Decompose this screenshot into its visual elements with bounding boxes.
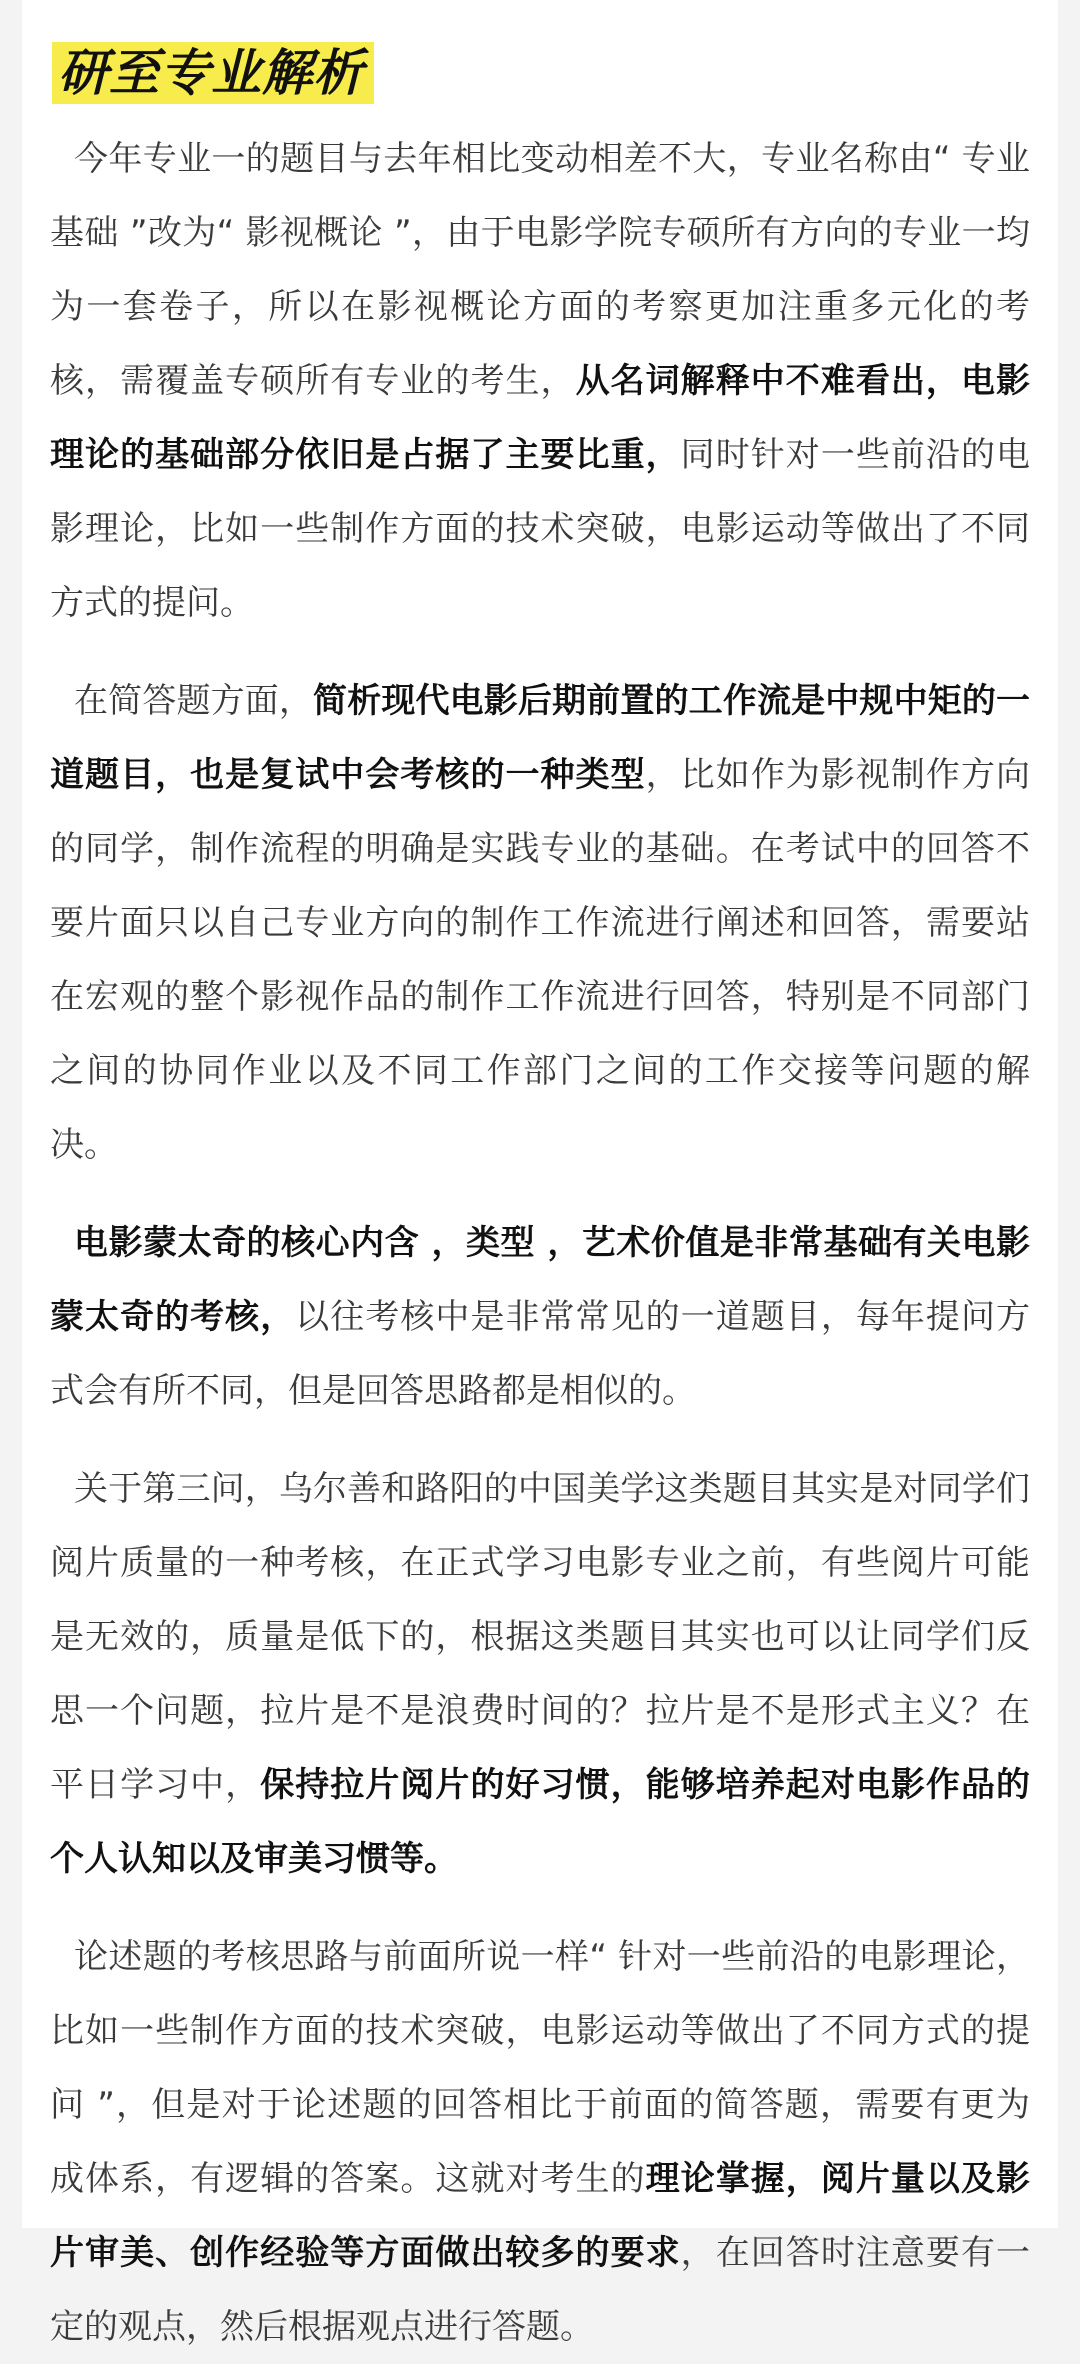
paragraph-third-question xyxy=(50,1452,1030,1896)
text-segment: 今年专业一的题目与去年相比变动相差不大，专业名称由“ 专业基础 ”改为“ 影视概论 ”，由于电影学院专硕所有方向的专业一均为一套卷子，所以在影视概论方面的考察更加注重多元化的考核，需覆盖专硕所有专业的考生， xyxy=(50,139,1030,401)
article-card xyxy=(22,0,1058,2347)
text-segment: 关于第三问，乌尔善和路阳的中国美学这类题目其实是对同学们阅片质量的一种考核，在正式学习电影专业之前，有些阅片可能是无效的，质量是低下的，根据这类题目其实也可以让同学们反思一个问题，拉片是不是浪费时间的？拉片是不是形式主义？在平日学习中， xyxy=(50,1469,1030,1805)
paragraph-professional-one xyxy=(50,122,1030,640)
text-segment: 论述题的考核思路与前面所说一样“ 针对一些前沿的电影理论，比如一些制作方面的技术突破，电影运动等做出了不同方式的提问 ”，但是对于论述题的回答相比于前面的简答题，需要有更为成体系，有逻辑的答案。这就对考生的 xyxy=(50,1937,1030,2199)
emphasis-segment: 电影蒙太奇的核心内含 ，类型 ，艺术价值是非常基础有关电影蒙太奇的考核， xyxy=(50,1223,1030,1337)
text-segment: ，比如作为影视制作方向的同学，制作流程的明确是实践专业的基础。在考试中的回答不要片面只以自己专业方向的制作工作流进行阐述和回答，需要站在宏观的整个影视作品的制作工作流进行回答，特别是不同部门之间的协同作业以及不同工作部门之间的工作交接等问题的解决。 xyxy=(50,755,1031,1165)
paragraph-short-answer xyxy=(50,664,1030,1182)
heading-container xyxy=(52,42,1030,104)
section-heading: 研至专业解析 xyxy=(52,42,374,104)
paragraph-montage xyxy=(50,1206,1030,1428)
paragraph-essay-question xyxy=(50,1920,1030,2364)
emphasis-segment: 理论掌握，阅片量以及影片审美、创作经验等方面做出较多的要求 xyxy=(50,2159,1031,2273)
text-segment: 在简答题方面， xyxy=(74,681,314,721)
text-segment: 以往考核中是非常常见的一道题目，每年提问方式会有所不同，但是回答思路都是相似的。 xyxy=(50,1297,1031,1411)
emphasis-segment: 保持拉片阅片的好习惯，能够培养起对电影作品的个人认知以及审美习惯等。 xyxy=(50,1765,1031,1879)
text-segment: ，在回答时注意要有一定的观点，然后根据观点进行答题。 xyxy=(50,2233,1031,2347)
emphasis-segment: 从名词解释中不难看出，电影理论的基础部分依旧是占据了主要比重， xyxy=(50,361,1031,475)
text-segment: 同时针对一些前沿的电影理论，比如一些制作方面的技术突破，电影运动等做出了不同方式的提问。 xyxy=(50,435,1031,623)
emphasis-segment: 简析现代电影后期前置的工作流是中规中矩的一道题目，也是复试中会考核的一种类型 xyxy=(50,681,1031,795)
